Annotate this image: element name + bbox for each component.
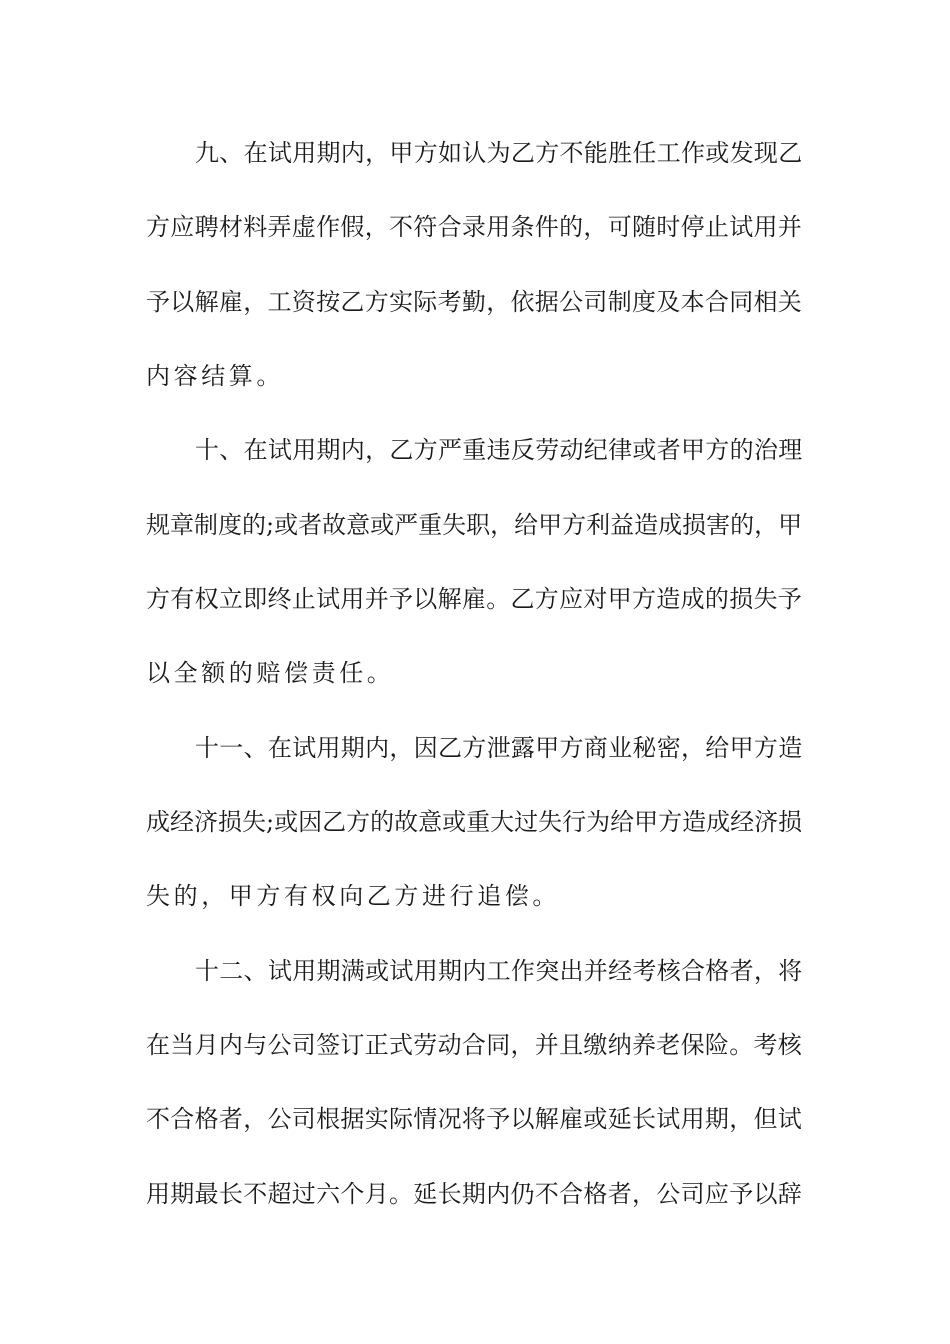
clause-9-line-3: 予以解雇，工资按乙方实际考勤，依据公司制度及本合同相关 xyxy=(146,288,803,316)
clause-9-line-4: 内容结算。 xyxy=(146,362,284,390)
clause-11-line-2: 成经济损失;或因乙方的故意或重大过失行为给甲方造成经济损 xyxy=(146,808,803,836)
clause-12-line-2: 在当月内与公司签订正式劳动合同，并且缴纳养老保险。考核 xyxy=(146,1031,803,1059)
clause-10-line-3: 方有权立即终止试用并予以解雇。乙方应对甲方造成的损失予 xyxy=(146,585,803,613)
clause-10-line-4: 以全额的赔偿责任。 xyxy=(146,659,395,687)
clause-12-line-3: 不合格者，公司根据实际情况将予以解雇或延长试用期，但试 xyxy=(146,1105,803,1133)
clause-9-line-1: 九、在试用期内，甲方如认为乙方不能胜任工作或发现乙 xyxy=(195,139,803,167)
clause-12-line-1: 十二、试用期满或试用期内工作突出并经考核合格者，将 xyxy=(195,957,803,985)
clause-12-line-4: 用期最长不超过六个月。延长期内仍不合格者，公司应予以辞 xyxy=(146,1180,803,1208)
clause-10-line-1: 十、在试用期内，乙方严重违反劳动纪律或者甲方的治理 xyxy=(195,436,803,464)
clause-11-line-3: 失的，甲方有权向乙方进行追偿。 xyxy=(146,882,560,910)
clause-11-line-1: 十一、在试用期内，因乙方泄露甲方商业秘密，给甲方造 xyxy=(195,734,803,762)
clause-9-line-2: 方应聘材料弄虚作假，不符合录用条件的，可随时停止试用并 xyxy=(146,213,803,241)
clause-10-line-2: 规章制度的;或者故意或严重失职，给甲方利益造成损害的，甲 xyxy=(146,511,803,539)
